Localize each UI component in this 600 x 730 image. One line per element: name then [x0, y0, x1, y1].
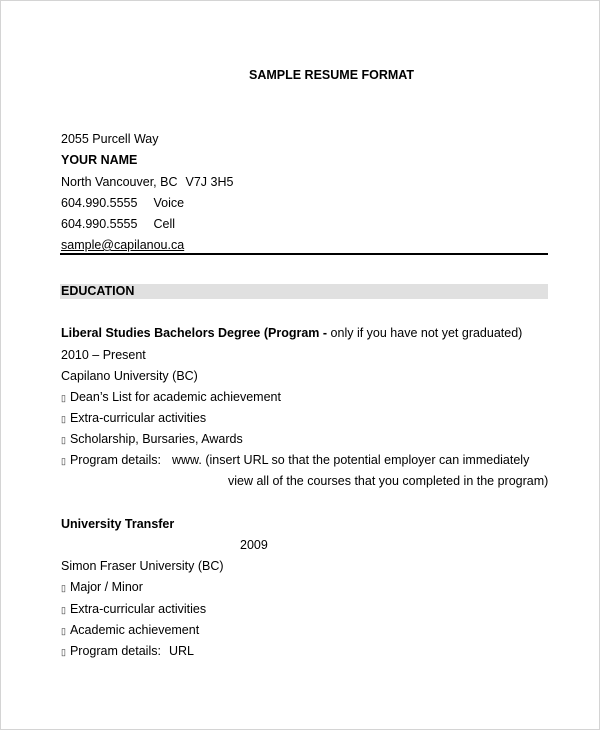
bullet-icon: ▯ — [61, 414, 66, 424]
degree-school: Capilano University (BC) — [61, 369, 198, 383]
transfer-year: 2009 — [240, 538, 268, 552]
list-item: ▯ Extra-curricular activities — [61, 411, 207, 425]
degree-title: Liberal Studies Bachelors Degree (Program - — [61, 326, 328, 340]
bullet-icon: ▯ — [61, 456, 66, 466]
degree-note: only if you have not yet graduated) — [327, 326, 523, 340]
list-item: ▯ Program details: — [61, 453, 161, 467]
bullet-icon: ▯ — [61, 605, 66, 615]
program-url: URL — [168, 644, 194, 658]
degree-dates: 2010 – Present — [61, 348, 146, 362]
list-item: ▯ Major / Minor — [61, 580, 143, 594]
bullet-icon: ▯ — [61, 626, 66, 636]
program-url-line2: view all of the courses that you completed in the program) — [228, 474, 549, 488]
city: North Vancouver, BC — [61, 175, 178, 189]
phone-cell — [61, 217, 175, 232]
applicant-name: YOUR NAME — [61, 153, 138, 167]
list-item: ▯ Program details: URL — [61, 644, 194, 658]
transfer-school: Simon Fraser University (BC) — [61, 559, 224, 573]
bullet-icon: ▯ — [61, 393, 66, 403]
email-link[interactable]: sample@capilanou.ca — [61, 238, 185, 252]
degree-line — [61, 326, 522, 341]
phone-label: Voice — [153, 196, 185, 210]
header-divider — [60, 253, 548, 255]
phone-number: 604.990.5555 — [61, 217, 138, 231]
phone-voice — [61, 196, 184, 211]
education-section-bar — [60, 284, 548, 299]
street-address: 2055 Purcell Way — [61, 132, 159, 146]
phone-number: 604.990.5555 — [61, 196, 138, 210]
phone-label: Cell — [153, 217, 176, 231]
list-item: ▯ Dean’s List for academic achievement — [61, 390, 281, 404]
document-title: SAMPLE RESUME FORMAT — [249, 68, 415, 82]
list-item: ▯ Extra-curricular activities — [61, 602, 207, 616]
bullet-icon: ▯ — [61, 435, 66, 445]
program-url-line1: www. (insert URL so that the potential employer can immediately — [172, 453, 530, 467]
list-item: ▯ Academic achievement — [61, 623, 200, 637]
postal-code: V7J 3H5 — [185, 175, 234, 189]
list-item: ▯ Scholarship, Bursaries, Awards — [61, 432, 243, 446]
education-heading: EDUCATION — [61, 284, 135, 298]
city-line — [61, 175, 233, 190]
bullet-icon: ▯ — [61, 583, 66, 593]
transfer-heading: University Transfer — [61, 517, 175, 531]
bullet-icon: ▯ — [61, 647, 66, 657]
